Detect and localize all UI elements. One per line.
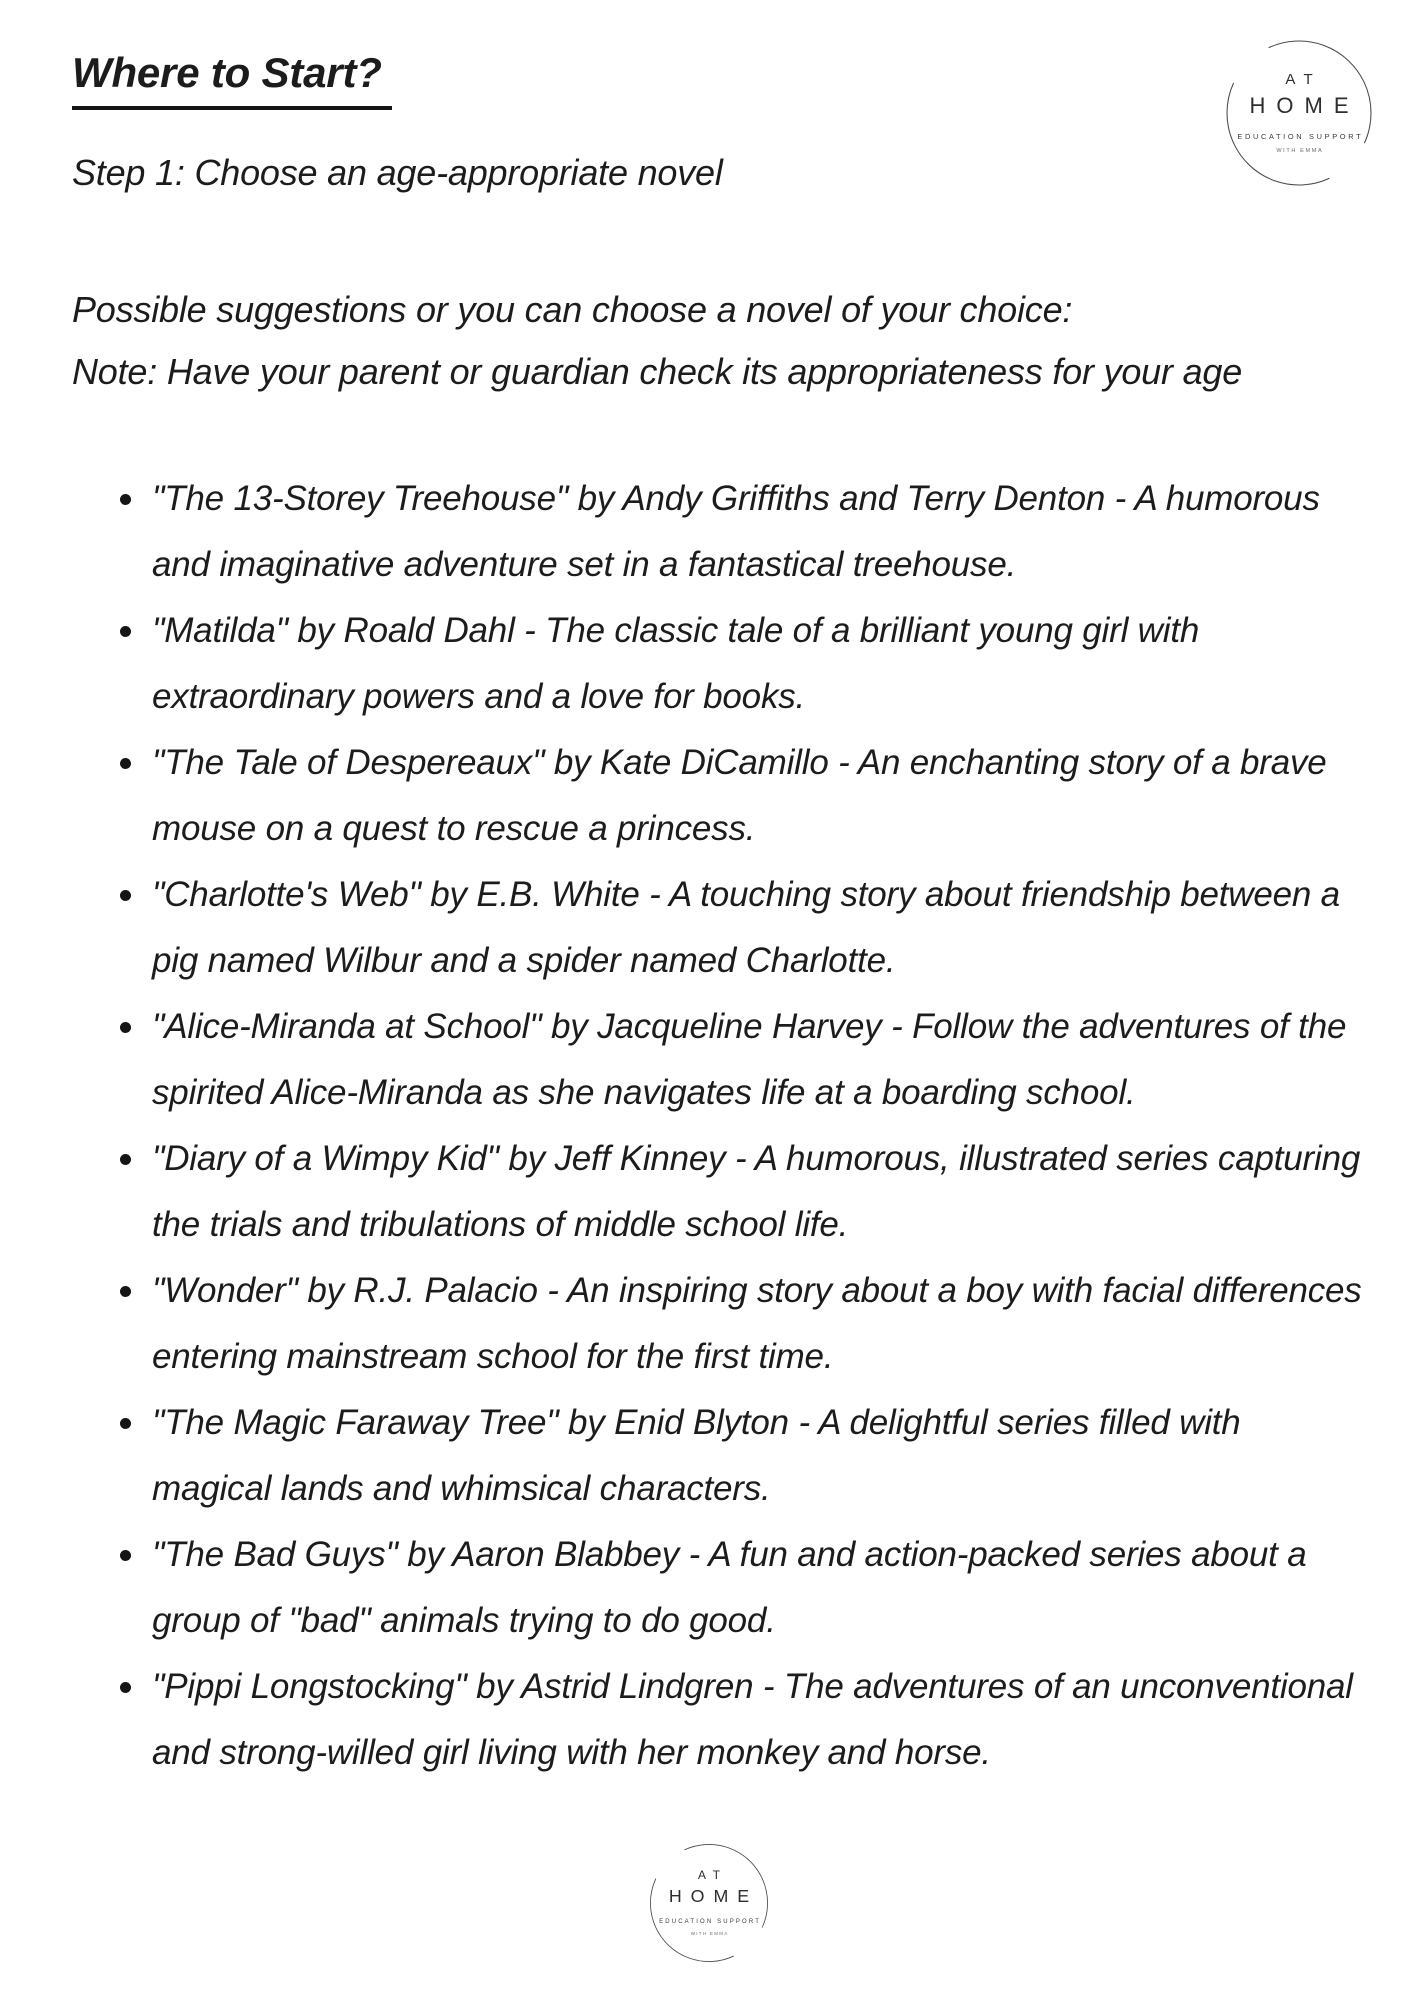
book-list-item — [120, 994, 1362, 1126]
book-list-item — [120, 598, 1362, 730]
book-description: "The Tale of Despereaux" by Kate DiCamillo - An enchanting story of a brave mouse on a quest to rescue a princess. — [152, 743, 1327, 848]
book-description: "Pippi Longstocking" by Astrid Lindgren - The adventures of an unconventional and strong-willed girl living with her monkey and horse. — [152, 1667, 1353, 1772]
book-description: "Wonder" by R.J. Palacio - An inspiring story about a boy with facial differences entering mainstream school for the first time. — [152, 1271, 1362, 1376]
intro-line-2: Note: Have your parent or guardian check its appropriateness for your age — [72, 351, 1243, 392]
logo-text-with-emma: WITH EMMA — [690, 1931, 729, 1937]
at-home-logo-top — [1224, 38, 1374, 188]
book-list-item — [120, 1126, 1362, 1258]
book-suggestion-list — [120, 466, 1365, 1786]
book-list-item — [120, 730, 1362, 862]
intro-line-1: Possible suggestions or you can choose a novel of your choice: — [72, 289, 1073, 330]
book-description: "The Magic Faraway Tree" by Enid Blyton - A delightful series filled with magical lands and whimsical characters. — [152, 1403, 1241, 1508]
book-description: "Diary of a Wimpy Kid" by Jeff Kinney - A humorous, illustrated series capturing the trials and tribulations of middle school life. — [152, 1139, 1361, 1244]
bullet-icon — [120, 890, 131, 901]
book-list-item — [120, 1522, 1362, 1654]
book-list-item — [120, 1654, 1362, 1786]
logo-text-with-emma: WITH EMMA — [1276, 147, 1324, 154]
bullet-icon — [120, 1550, 131, 1561]
book-description: "Matilda" by Roald Dahl - The classic tale of a brilliant young girl with extraordinary powers and a love for books. — [152, 611, 1200, 716]
bullet-icon — [120, 1418, 131, 1429]
book-description: "Charlotte's Web" by E.B. White - A touching story about friendship between a pig named Wilbur and a spider named Charlotte. — [152, 875, 1340, 980]
bullet-icon — [120, 494, 131, 505]
logo-text-education-support: EDUCATION SUPPORT — [659, 1919, 762, 1926]
logo-text-at: AT — [697, 1868, 728, 1883]
book-description: "Alice-Miranda at School" by Jacqueline Harvey - Follow the adventures of the spirited Alice-Miranda as she navigates life at a boarding school. — [152, 1007, 1347, 1112]
step-heading: Step 1: Choose an age-appropriate novel — [72, 152, 723, 193]
book-list-item — [120, 862, 1362, 994]
bullet-icon — [120, 1154, 131, 1165]
book-list-item — [120, 1390, 1362, 1522]
at-home-logo-bottom — [648, 1842, 770, 1964]
book-description: "The Bad Guys" by Aaron Blabbey - A fun and action-packed series about a group of "bad" animals trying to do good. — [152, 1535, 1307, 1640]
logo-text-at: AT — [1285, 70, 1322, 88]
bullet-icon — [120, 1286, 131, 1297]
book-list-item — [120, 466, 1362, 598]
bullet-icon — [120, 626, 131, 637]
logo-circle-arcs-icon — [1224, 38, 1374, 188]
logo-circle-arcs-icon — [648, 1842, 770, 1964]
bullet-icon — [120, 1682, 131, 1693]
logo-text-home: HOME — [668, 1886, 758, 1907]
logo-text-education-support: EDUCATION SUPPORT — [1237, 132, 1364, 142]
book-list-item — [120, 1258, 1362, 1390]
bullet-icon — [120, 758, 131, 769]
page-title: Where to Start? — [72, 48, 392, 110]
bullet-icon — [120, 1022, 131, 1033]
book-description: "The 13-Storey Treehouse" by Andy Griffiths and Terry Denton - A humorous and imaginative adventure set in a fantastical treehouse. — [152, 479, 1320, 584]
logo-text-home: HOME — [1249, 92, 1360, 118]
